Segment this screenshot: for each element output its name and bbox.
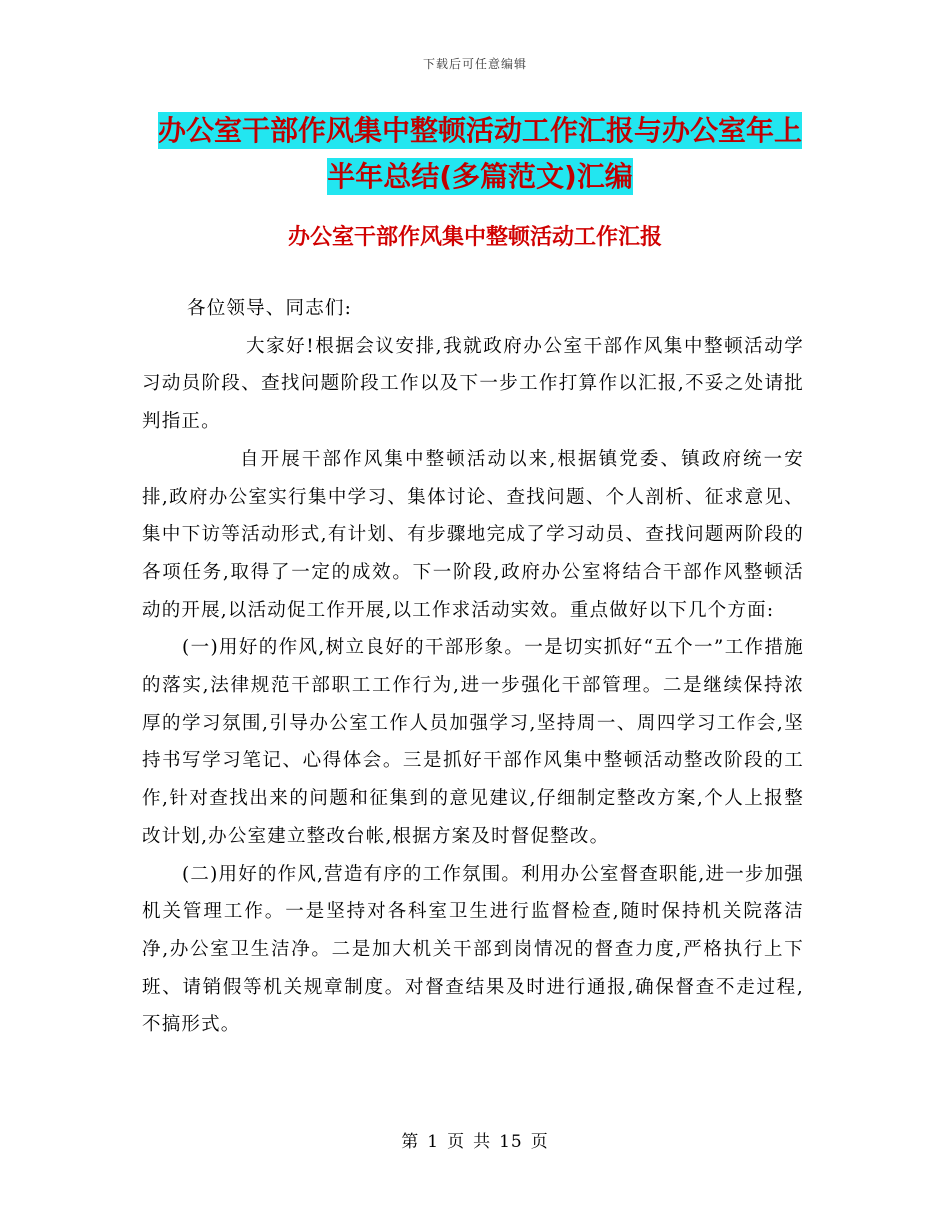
paragraph-item-1: (一)用好的作风,树立良好的干部形象。一是切实抓好“五个一”工作措施的落实,法律规范干部职工工作行为,进一步强化干部管理。二是继续保持浓厚的学习氛围,引导办公室工作人员加强学习,坚持周一、周四学习工作会,坚持书写学习笔记、心得体会。三是抓好干部作风集中整顿活动整改阶段的工作,针对查找出来的问题和征集到的意见建议,仔细制定整改方案,个人上报整改计划,办公室建立整改台帐,根据方案及时督促整改。 <box>142 637 804 847</box>
footer-prefix: 第 <box>401 1132 420 1152</box>
document-title <box>140 108 820 200</box>
title-line-2: 半年总结(多篇范文)汇编 <box>327 160 633 193</box>
paragraph-item-2: (二)用好的作风,营造有序的工作氛围。利用办公室督查职能,进一步加强机关管理工作。一是坚持对各科室卫生进行监督检查,随时保持机关院落洁净,办公室卫生洁净。二是加大机关干部到岗情况的督查力度,严格执行上下班、请销假等机关规章制度。对督查结果及时进行通报,确保督查不走过程,不搞形式。 <box>142 863 804 1036</box>
footer-total-prefix: 共 <box>473 1132 492 1152</box>
paragraph-overview: 自开展干部作风集中整顿活动以来,根据镇党委、镇政府统一安排,政府办公室实行集中学习、集体讨论、查找问题、个人剖析、征求意见、集中下访等活动形式,有计划、有步骤地完成了学习动员、查找问题两阶段的各项任务,取得了一定的成效。下一阶段,政府办公室将结合干部作风整顿活动的开展,以活动促工作开展,以工作求活动实效。重点做好以下几个方面: <box>142 448 804 621</box>
paragraph-greeting: 大家好!根据会议安排,我就政府办公室干部作风集中整顿活动学习动员阶段、查找问题阶段工作以及下一步工作打算作以汇报,不妥之处请批判指正。 <box>142 335 804 433</box>
footer-page-number: 1 <box>427 1132 440 1152</box>
document-body <box>142 290 804 1044</box>
page-footer <box>0 1127 950 1152</box>
footer-total-unit: 页 <box>530 1132 549 1152</box>
footer-page-unit: 页 <box>447 1132 466 1152</box>
footer-total-pages: 15 <box>499 1132 523 1152</box>
header-note: 下载后可任意编辑 <box>422 57 527 71</box>
title-line-1: 办公室干部作风集中整顿活动工作汇报与办公室年上 <box>157 114 802 147</box>
salutation: 各位领导、同志们: <box>187 298 353 319</box>
section-title: 办公室干部作风集中整顿活动工作汇报 <box>287 225 662 250</box>
